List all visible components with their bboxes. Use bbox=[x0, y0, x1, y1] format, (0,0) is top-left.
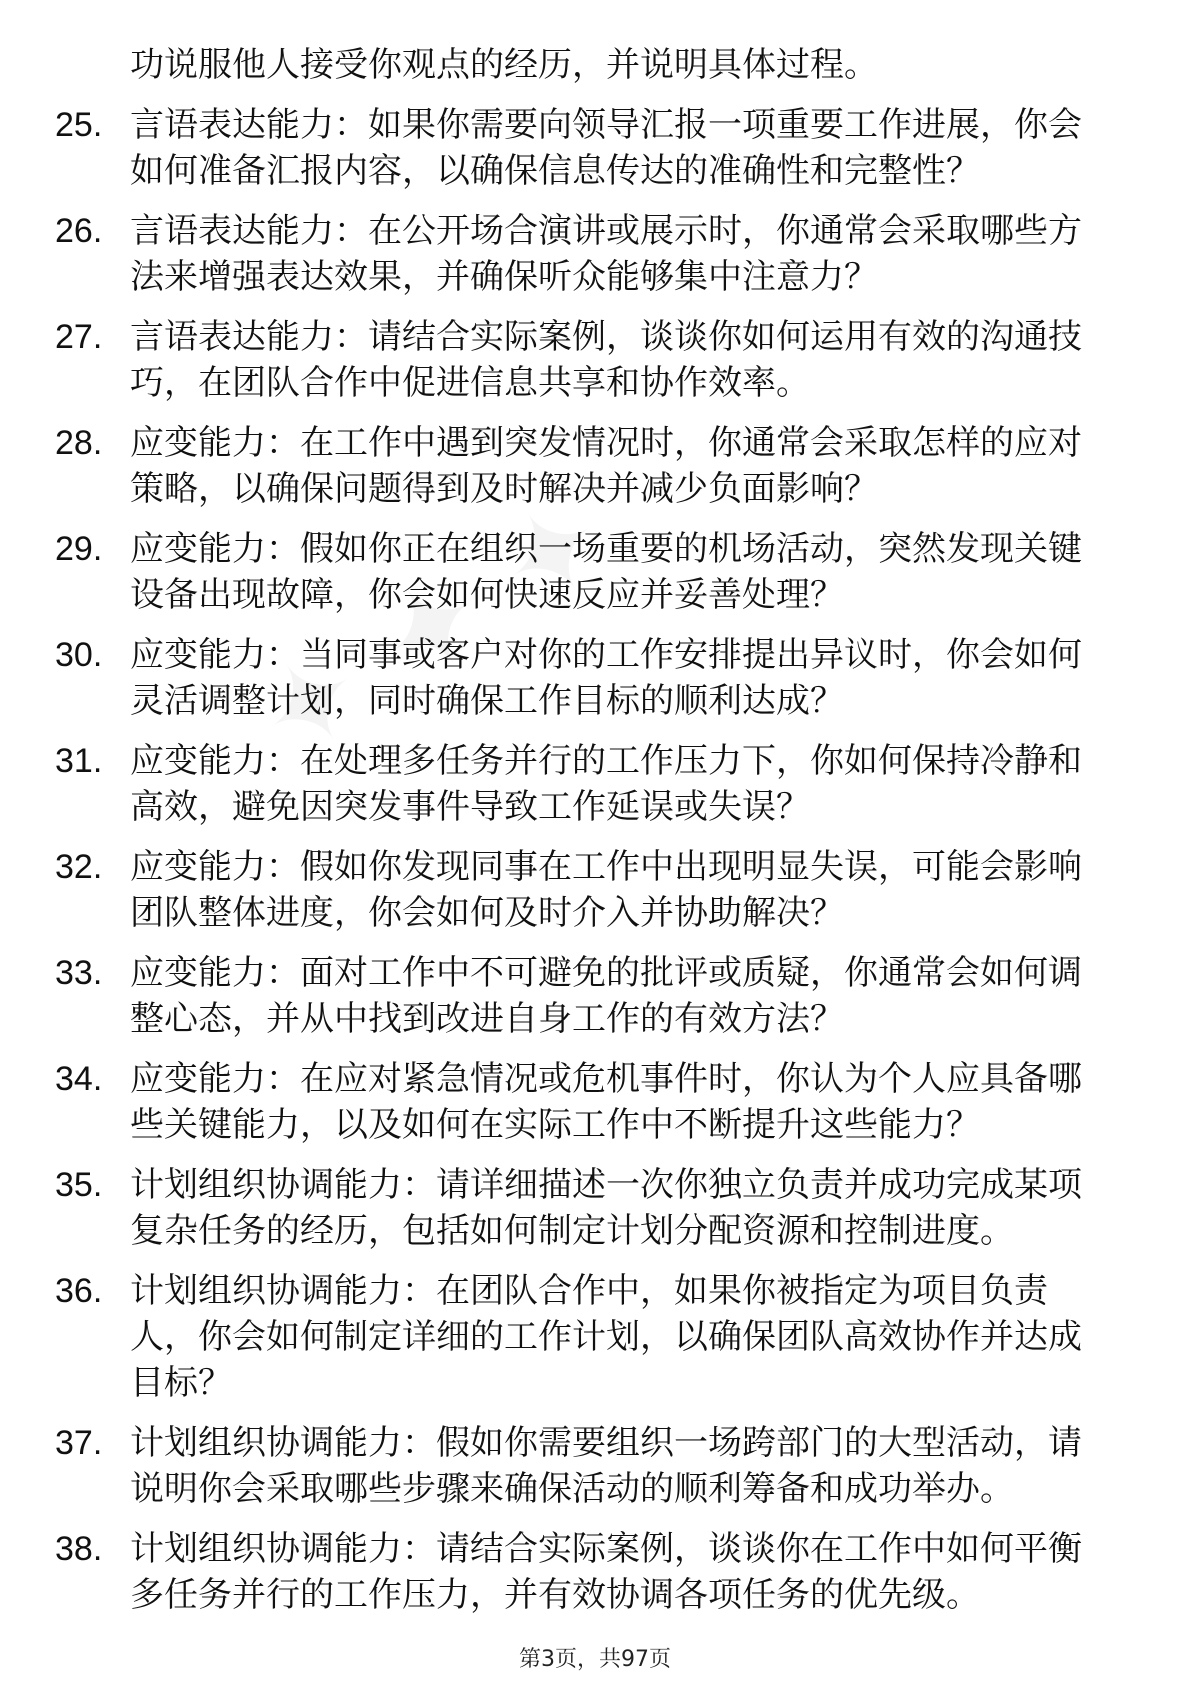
question-number: 32. bbox=[55, 848, 103, 886]
question-number: 31. bbox=[55, 742, 103, 780]
question-text: 应变能力：假如你发现同事在工作中出现明显失误，可能会影响团队整体进度，你会如何及时介入并协助解决？ bbox=[130, 847, 1082, 933]
question-number: 28. bbox=[55, 424, 103, 462]
question-number: 36. bbox=[55, 1272, 103, 1310]
question-text: 言语表达能力：请结合实际案例，谈谈你如何运用有效的沟通技巧，在团队合作中促进信息共享和协作效率。 bbox=[130, 317, 1082, 403]
question-text: 言语表达能力：在公开场合演讲或展示时，你通常会采取哪些方法来增强表达效果，并确保听众能够集中注意力？ bbox=[130, 211, 1082, 297]
question-text: 应变能力：假如你正在组织一场重要的机场活动，突然发现关键设备出现故障，你会如何快速反应并妥善处理？ bbox=[130, 529, 1082, 615]
question-text: 应变能力：在应对紧急情况或危机事件时，你认为个人应具备哪些关键能力，以及如何在实际工作中不断提升这些能力？ bbox=[130, 1059, 1082, 1145]
question-number: 33. bbox=[55, 954, 103, 992]
question-number: 35. bbox=[55, 1166, 103, 1204]
question-item-27 bbox=[0, 314, 1190, 406]
question-item-33 bbox=[0, 950, 1190, 1042]
question-text: 应变能力：当同事或客户对你的工作安排提出异议时，你会如何灵活调整计划，同时确保工作目标的顺利达成？ bbox=[130, 635, 1082, 721]
question-text: 计划组织协调能力：假如你需要组织一场跨部门的大型活动，请说明你会采取哪些步骤来确保活动的顺利筹备和成功举办。 bbox=[130, 1423, 1082, 1509]
question-number: 37. bbox=[55, 1424, 103, 1462]
question-text: 言语表达能力：如果你需要向领导汇报一项重要工作进展，你会如何准备汇报内容，以确保信息传达的准确性和完整性？ bbox=[130, 105, 1082, 191]
question-item-26 bbox=[0, 208, 1190, 300]
page-footer: 第3页，共97页 bbox=[519, 1647, 671, 1672]
question-text: 应变能力：在处理多任务并行的工作压力下，你如何保持冷静和高效，避免因突发事件导致工作延误或失误？ bbox=[130, 741, 1082, 827]
question-item-32 bbox=[0, 844, 1190, 936]
question-item-28 bbox=[0, 420, 1190, 512]
question-number: 26. bbox=[55, 212, 103, 250]
question-text: 应变能力：在工作中遇到突发情况时，你通常会采取怎样的应对策略，以确保问题得到及时解决并减少负面影响？ bbox=[130, 423, 1082, 509]
question-item-37 bbox=[0, 1420, 1190, 1512]
question-number: 25. bbox=[55, 106, 103, 144]
question-text: 计划组织协调能力：在团队合作中，如果你被指定为项目负责人，你会如何制定详细的工作计划，以确保团队高效协作并达成目标？ bbox=[130, 1271, 1082, 1403]
question-item-35 bbox=[0, 1162, 1190, 1254]
question-number: 34. bbox=[55, 1060, 103, 1098]
question-text: 计划组织协调能力：请详细描述一次你独立负责并成功完成某项复杂任务的经历，包括如何制定计划分配资源和控制进度。 bbox=[130, 1165, 1082, 1251]
question-number: 27. bbox=[55, 318, 103, 356]
question-item-30 bbox=[0, 632, 1190, 724]
question-list bbox=[0, 42, 1190, 1632]
question-item-31 bbox=[0, 738, 1190, 830]
question-item-36 bbox=[0, 1268, 1190, 1406]
question-item-38 bbox=[0, 1526, 1190, 1618]
question-number: 38. bbox=[55, 1530, 103, 1568]
question-text: 应变能力：面对工作中不可避免的批评或质疑，你通常会如何调整心态，并从中找到改进自身工作的有效方法？ bbox=[130, 953, 1082, 1039]
question-number: 29. bbox=[55, 530, 103, 568]
question-text: 计划组织协调能力：请结合实际案例，谈谈你在工作中如何平衡多任务并行的工作压力，并有效协调各项任务的优先级。 bbox=[130, 1529, 1082, 1615]
continuation-text: 功说服他人接受你观点的经历，并说明具体过程。 bbox=[130, 45, 878, 85]
question-item-25 bbox=[0, 102, 1190, 194]
question-item-34 bbox=[0, 1056, 1190, 1148]
question-item-29 bbox=[0, 526, 1190, 618]
question-number: 30. bbox=[55, 636, 103, 674]
